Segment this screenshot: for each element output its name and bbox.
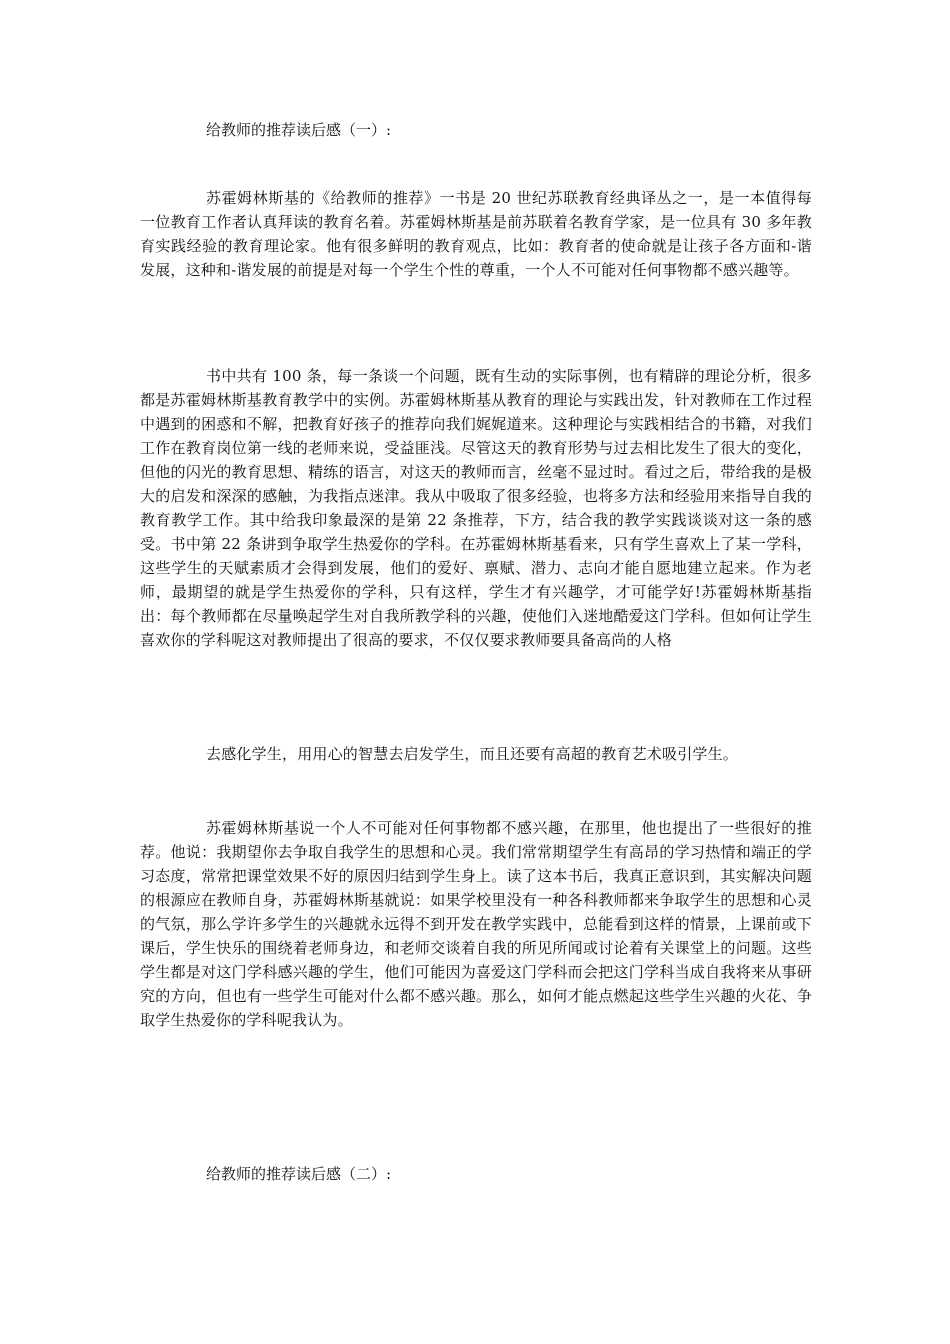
paragraph-1: 苏霍姆林斯基的《给教师的推荐》一书是 20 世纪苏联教育经典译丛之一，是一本值得每一位教育工作者认真拜读的教育名着。苏霍姆林斯基是前苏联着名教育学家，是一位具有 30 多年教育实践经验的教育理论家。他有很多鲜明的教育观点，比如：教育者的使命就是让孩子各方面和-谐发展，这种和-谐发展的前提是对每一个学生个性的尊重，一个人不可能对任何事物都不感兴趣等。	[140, 189, 812, 279]
paragraph-4: 苏霍姆林斯基说一个人不可能对任何事物都不感兴趣，在那里，他也提出了一些很好的推荐。他说：我期望你去争取自我学生的思想和心灵。我们常常期望学生有高昂的学习热情和端正的学习态度，常常把课堂效果不好的原因归结到学生身上。读了这本书后，我真正意识到，其实解决问题的根源应在教师自身，苏霍姆林斯基就说：如果学校里没有一种各科教师都来争取学生的思想和心灵的气氛，那么学许多学生的兴趣就永远得不到开发在教学实践中，总能看到这样的情景，上课前或下课后，学生快乐的围绕着老师身边，和老师交谈着自我的所见所闻或讨论着有关课堂上的问题。这些学生都是对这门学科感兴趣的学生，他们可能因为喜爱这门学科而会把这门学科当成自我将来从事研究的方向，但也有一些学生可能对什么都不感兴趣。那么，如何才能点燃起这些学生兴趣的火花、争取学生热爱你的学科呢我认为。	[140, 819, 812, 1029]
paragraph-3: 去感化学生，用用心的智慧去启发学生，而且还要有高超的教育艺术吸引学生。	[206, 745, 739, 763]
section-heading-2: 给教师的推荐读后感（二）:	[206, 1165, 392, 1183]
paragraph-2: 书中共有 100 条，每一条谈一个问题，既有生动的实际事例，也有精辟的理论分析，很多都是苏霍姆林斯基教育教学中的实例。苏霍姆林斯基从教育的理论与实践出发，针对教师在工作过程中遇到的困惑和不解，把教育好孩子的推荐向我们娓娓道来。这种理论与实践相结合的书籍，对我们工作在教育岗位第一线的老师来说，受益匪浅。尽管这天的教育形势与过去相比发生了很大的变化，但他的闪光的教育思想、精练的语言，对这天的教师而言，丝毫不显过时。看过之后，带给我的是极大的启发和深深的感触，为我指点迷津。我从中吸取了很多经验，也将多方法和经验用来指导自我的教育教学工作。其中给我印象最深的是第 22 条推荐，下方，结合我的教学实践谈谈对这一条的感受。书中第 22 条讲到争取学生热爱你的学科。在苏霍姆林斯基看来，只有学生喜欢上了某一学科，这些学生的天赋素质才会得到发展，他们的爱好、禀赋、潜力、志向才能自愿地建立起来。作为老师，最期望的就是学生热爱你的学科，只有这样，学生才有兴趣学，才可能学好!苏霍姆林斯基指出：每个教师都在尽量唤起学生对自我所教学科的兴趣，使他们入迷地酷爱这门学科。但如何让学生喜欢你的学科呢这对教师提出了很高的要求，不仅仅要求教师要具备高尚的人格	[140, 367, 812, 649]
section-heading-1: 给教师的推荐读后感（一）:	[206, 121, 392, 139]
